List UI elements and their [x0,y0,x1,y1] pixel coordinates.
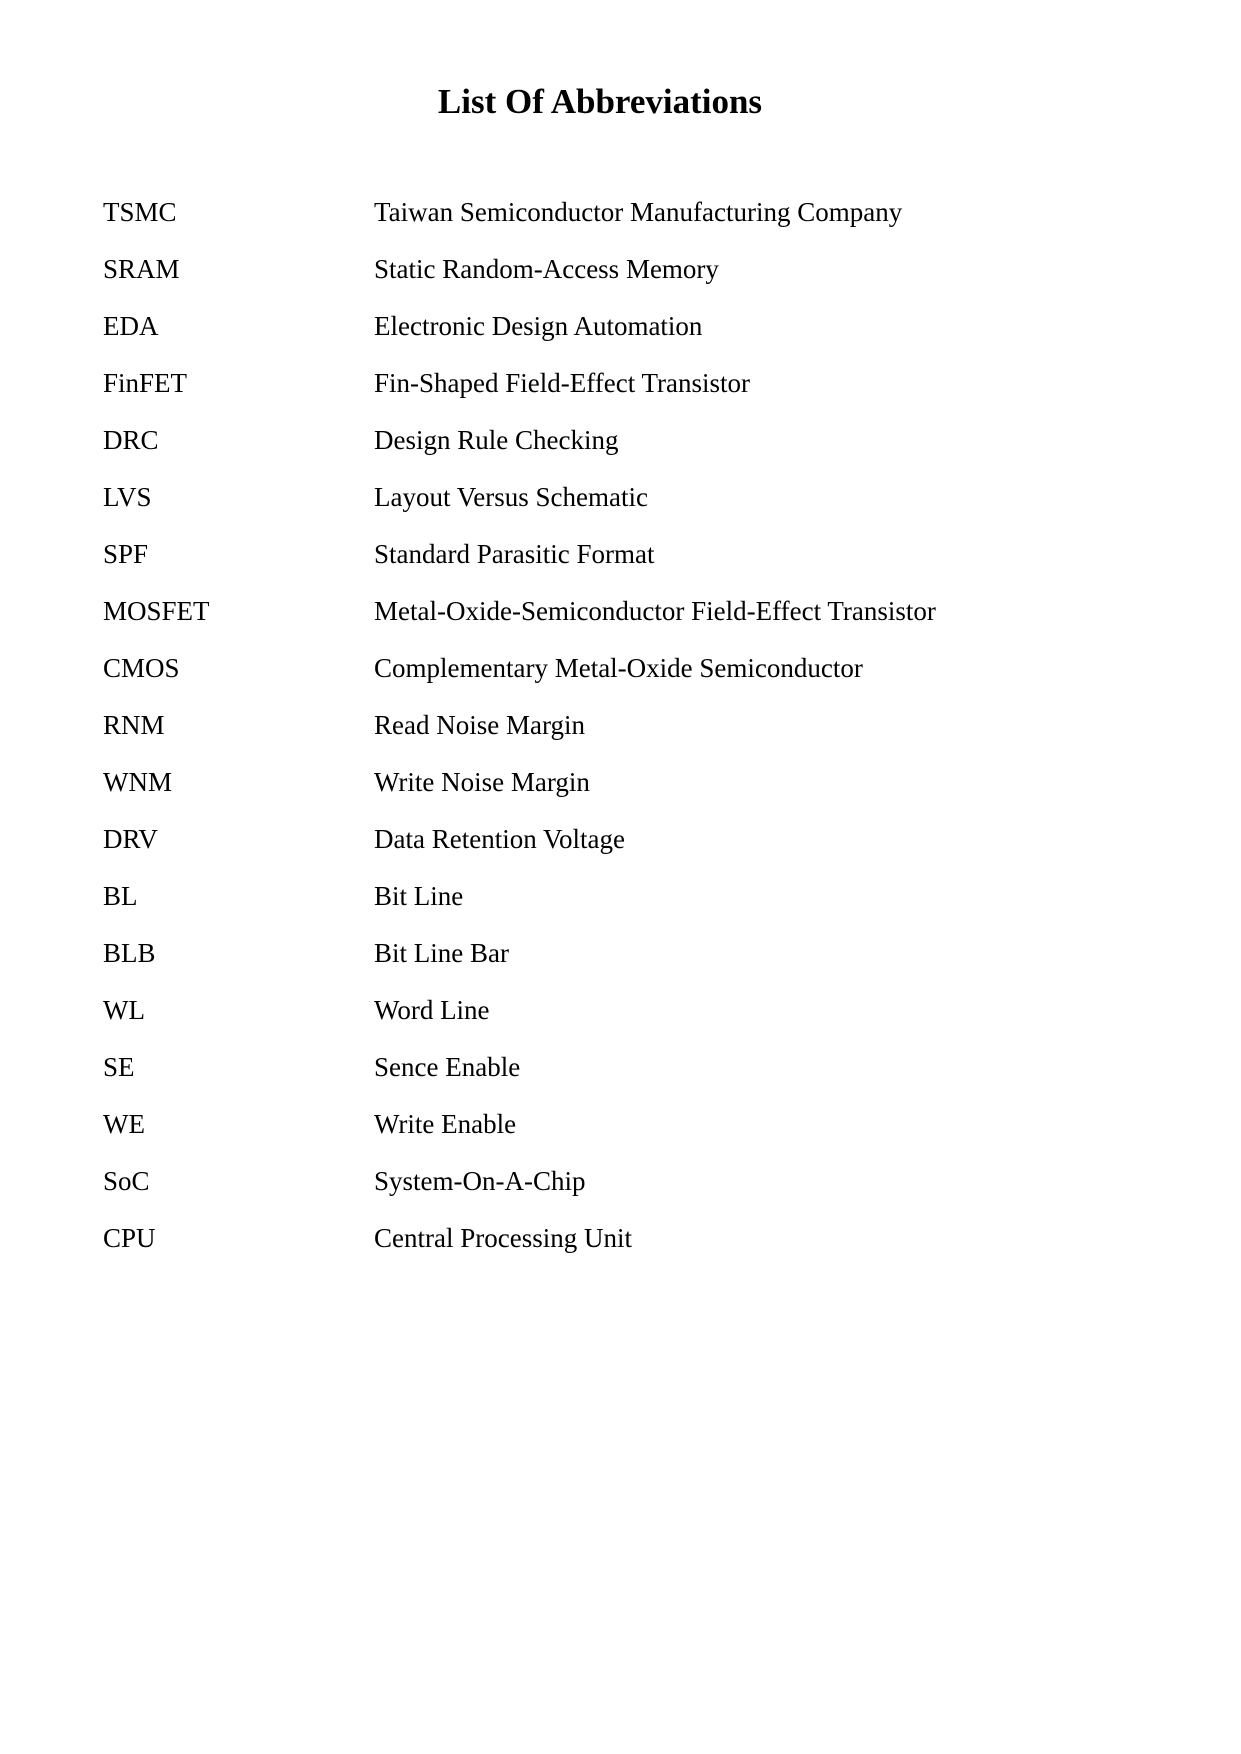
abbreviation-row [103,367,1153,424]
abbreviation-row [103,1165,1153,1222]
abbreviation-definition: Read Noise Margin [374,710,585,740]
abbreviation-row [103,1051,1153,1108]
abbreviation-term: WE [103,1109,145,1139]
abbreviation-definition: Central Processing Unit [374,1223,632,1253]
abbreviation-definition: Bit Line Bar [374,938,509,968]
abbreviation-row [103,595,1153,652]
abbreviation-definition: Write Enable [374,1109,517,1139]
abbreviation-definition: Metal-Oxide-Semiconductor Field-Effect Transistor [374,596,936,626]
abbreviation-definition: Standard Parasitic Format [374,539,655,569]
abbreviation-row [103,823,1153,880]
abbreviation-row [103,253,1153,310]
abbreviation-definition: Bit Line [374,881,464,911]
abbreviation-term: WNM [103,767,172,797]
abbreviation-row [103,424,1153,481]
abbreviation-row [103,1108,1153,1165]
abbreviation-term: RNM [103,710,165,740]
abbreviation-definition: Layout Versus Schematic [374,482,648,512]
abbreviation-row [103,937,1153,994]
abbreviation-term: LVS [103,482,152,512]
abbreviation-definition: Taiwan Semiconductor Manufacturing Company [374,197,903,227]
abbreviation-term: FinFET [103,368,188,398]
abbreviation-term: CPU [103,1223,156,1253]
abbreviation-definition: Electronic Design Automation [374,311,703,341]
abbreviation-row [103,880,1153,937]
abbreviation-term: BL [103,881,138,911]
abbreviation-definition: Complementary Metal-Oxide Semiconductor [374,653,863,683]
abbreviation-term: DRV [103,824,158,854]
abbreviation-term: SRAM [103,254,180,284]
abbreviation-term: CMOS [103,653,180,683]
abbreviation-row [103,652,1153,709]
abbreviation-definition: Fin-Shaped Field-Effect Transistor [374,368,750,398]
abbreviation-term: SPF [103,539,149,569]
abbreviation-term: SE [103,1052,135,1082]
abbreviation-term: BLB [103,938,156,968]
abbreviation-definition: Design Rule Checking [374,425,619,455]
abbreviation-row [103,196,1153,253]
abbreviation-definition: System-On-A-Chip [374,1166,586,1196]
abbreviation-row [103,481,1153,538]
abbreviation-term: MOSFET [103,596,210,626]
abbreviation-row [103,310,1153,367]
abbreviation-row [103,538,1153,595]
abbreviation-definition: Write Noise Margin [374,767,590,797]
abbreviation-term: DRC [103,425,159,455]
abbreviation-term: TSMC [103,197,177,227]
abbreviation-row [103,994,1153,1051]
abbreviation-definition: Static Random-Access Memory [374,254,719,284]
abbreviation-definition: Word Line [374,995,490,1025]
abbreviation-term: SoC [103,1166,150,1196]
abbreviation-term: EDA [103,311,159,341]
abbreviation-definition: Sence Enable [374,1052,521,1082]
abbreviation-row [103,1222,1153,1279]
abbreviation-definition: Data Retention Voltage [374,824,625,854]
abbreviation-term: WL [103,995,145,1025]
abbreviation-list [103,196,1153,1279]
abbreviation-row [103,709,1153,766]
page-title: List Of Abbreviations [437,82,763,121]
abbreviation-row [103,766,1153,823]
